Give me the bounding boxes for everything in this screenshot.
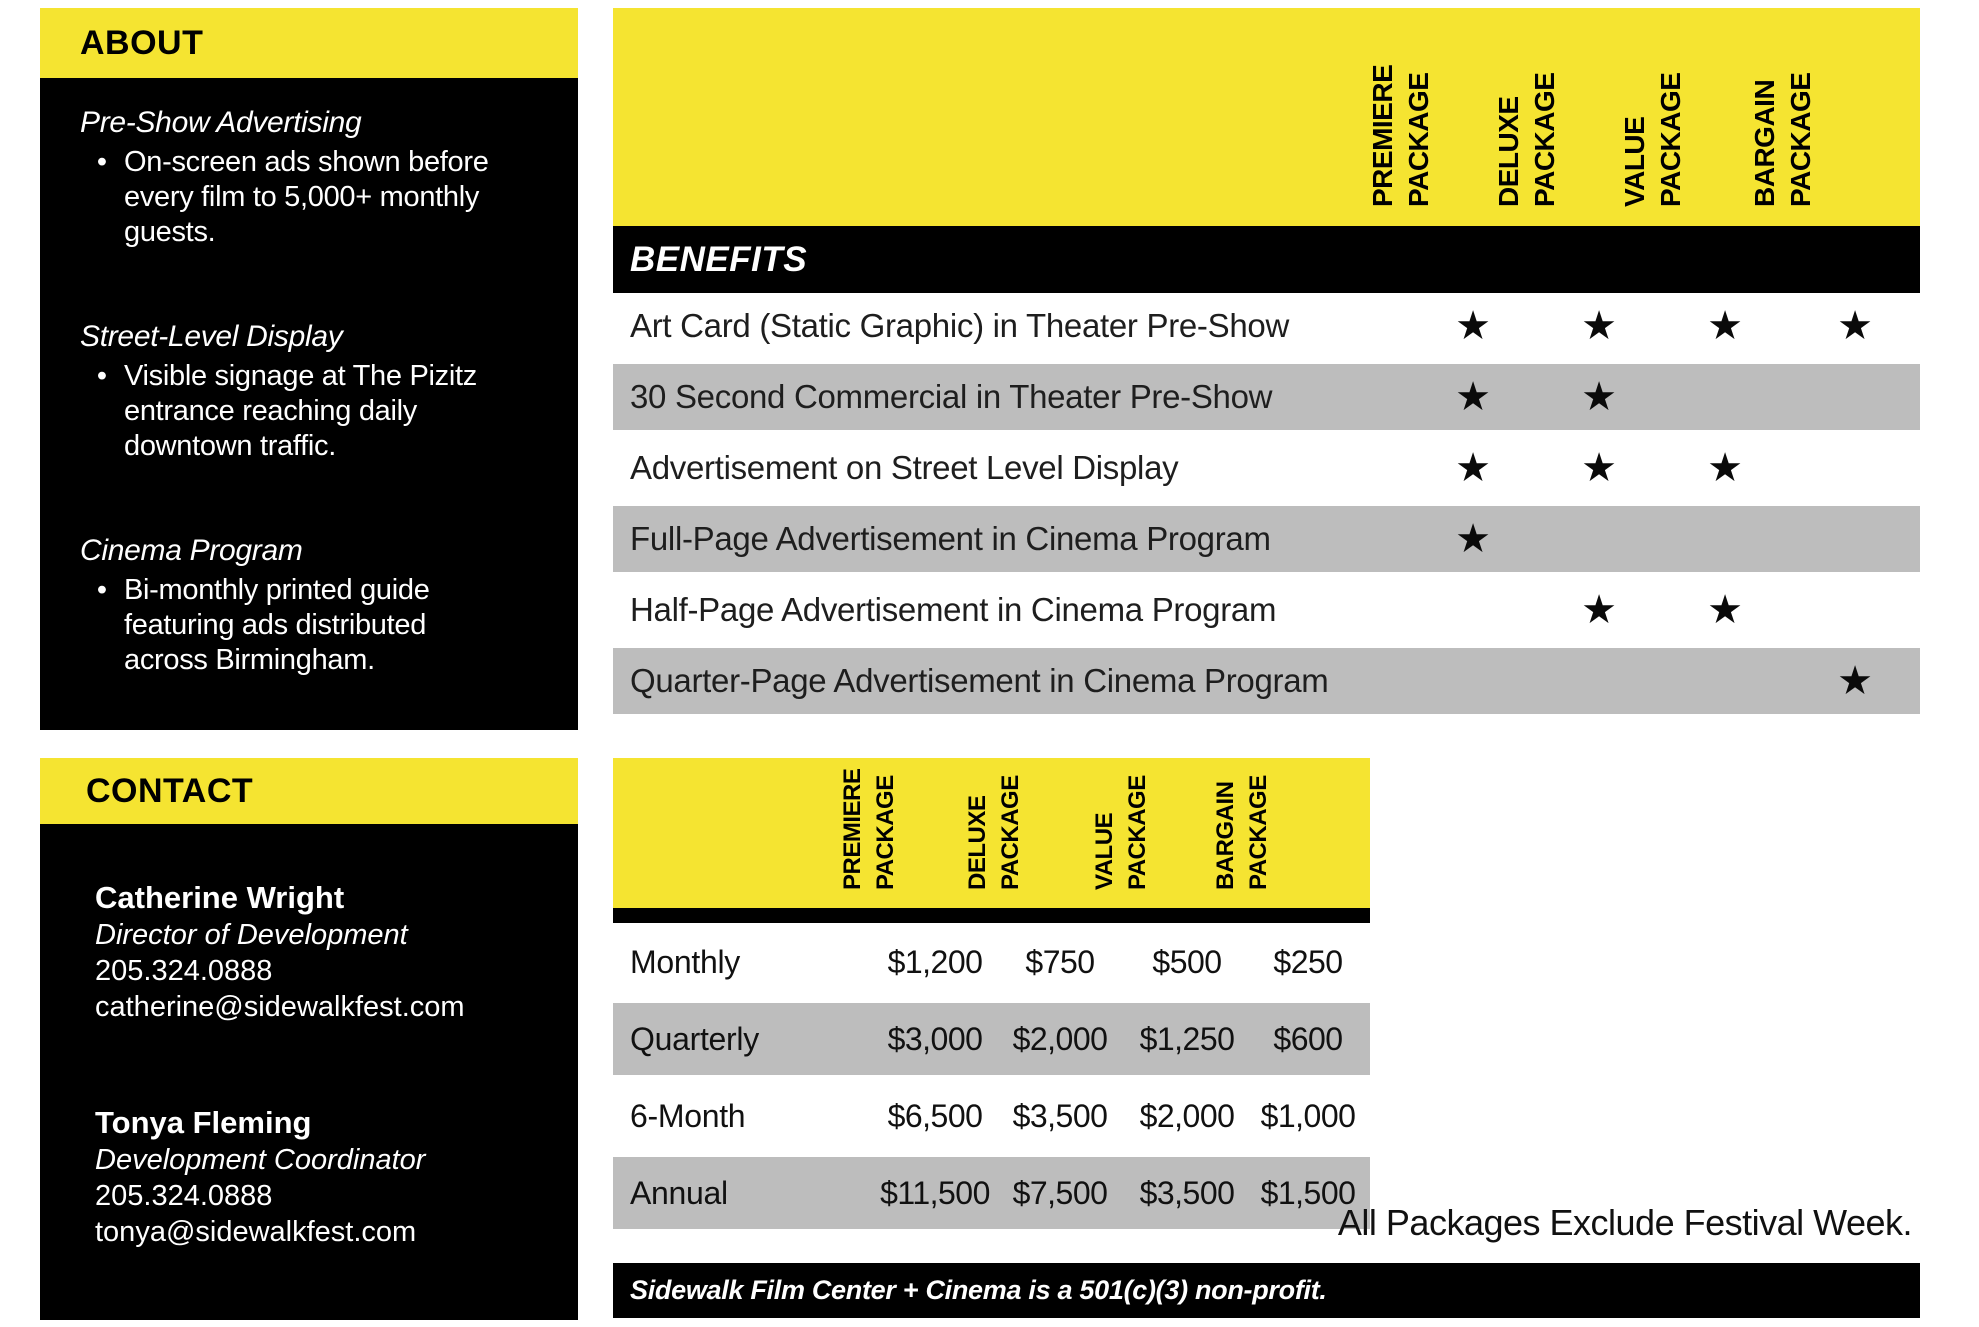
package-name-line: PACKAGE: [1785, 72, 1816, 207]
nonprofit-footer-bar: [613, 1263, 1920, 1318]
package-name-line: PACKAGE: [1124, 775, 1151, 890]
price-value: $1,500: [1260, 1174, 1356, 1211]
package-column-label-deluxe: [1491, 73, 1563, 207]
pricing-column-label-deluxe: [961, 775, 1027, 890]
star-icon: ★: [1707, 588, 1743, 632]
star-icon: [1413, 577, 1533, 643]
star-icon: ★: [1707, 446, 1743, 490]
star-icon: [1539, 648, 1659, 714]
bullet-text: Visible signage at The Pizitz entrance reaching daily downtown traffic.: [124, 360, 477, 462]
pricing-row-label: Annual: [630, 1174, 728, 1211]
star-icon: [1665, 506, 1785, 572]
price-value: $500: [1152, 943, 1222, 980]
package-name-line: PACKAGE: [997, 775, 1024, 890]
price-value: $600: [1273, 1020, 1343, 1057]
package-name-line: VALUE: [1619, 116, 1650, 207]
benefit-label: Full-Page Advertisement in Cinema Program: [630, 520, 1271, 557]
package-name-line: BARGAIN: [1212, 781, 1239, 890]
price-value: $2,000: [1012, 1020, 1108, 1057]
package-name-line: VALUE: [1091, 812, 1118, 890]
bullet-icon: •: [96, 146, 108, 178]
benefit-label: 30 Second Commercial in Theater Pre-Show: [630, 378, 1273, 415]
price-value: $3,500: [1012, 1097, 1108, 1134]
package-name-line: PREMIERE: [839, 768, 866, 890]
package-name-line: DELUXE: [1493, 96, 1524, 207]
pricing-row-label: 6-Month: [630, 1097, 746, 1134]
contact-person: [95, 878, 558, 1025]
pricing-row-label: Monthly: [630, 943, 740, 980]
price-value: $250: [1273, 943, 1343, 980]
package-name-line: PACKAGE: [1403, 72, 1434, 207]
bullet-item: [80, 359, 552, 464]
contact-phone: 205.324.0888: [95, 1180, 273, 1212]
bullet-item: [80, 573, 552, 678]
about-section-header: [40, 8, 578, 78]
contact-title: CONTACT: [86, 771, 254, 810]
package-name-line: BARGAIN: [1749, 79, 1780, 207]
benefit-label: Quarter-Page Advertisement in Cinema Program: [630, 662, 1329, 699]
about-section-program: [80, 532, 552, 678]
star-icon: [1665, 364, 1785, 430]
star-icon: [1539, 506, 1659, 572]
contact-email: tonya@sidewalkfest.com: [95, 1216, 417, 1248]
contact-role: Director of Development: [95, 919, 408, 951]
contact-name: Tonya Fleming: [95, 1105, 312, 1140]
nonprofit-note: Sidewalk Film Center + Cinema is a 501(c)(3) non-profit.: [630, 1275, 1327, 1305]
festival-exclusion-note: All Packages Exclude Festival Week.: [1337, 1202, 1912, 1243]
star-icon: ★: [1455, 517, 1491, 561]
contact-body: [40, 824, 578, 1320]
price-value: $6,500: [887, 1097, 983, 1134]
package-name-line: PACKAGE: [1655, 72, 1686, 207]
price-value: $750: [1025, 943, 1095, 980]
contact-phone: 205.324.0888: [95, 955, 273, 987]
contact-name: Catherine Wright: [95, 880, 345, 915]
benefits-table-header: [613, 8, 1920, 226]
benefit-row: [613, 364, 1920, 430]
bullet-text: Bi-monthly printed guide featuring ads distributed across Birmingham.: [124, 574, 430, 676]
pricing-row: [613, 1003, 1370, 1075]
pricing-divider-bar: [613, 908, 1370, 923]
benefit-row: [613, 577, 1920, 643]
package-column-label-premiere: [1365, 65, 1437, 207]
bullet-item: [80, 145, 552, 250]
pricing-column-label-premiere: [836, 769, 902, 890]
section-title: Pre-Show Advertising: [80, 106, 362, 139]
package-column-label-bargain: [1747, 73, 1819, 207]
star-icon: ★: [1455, 446, 1491, 490]
contact-email: catherine@sidewalkfest.com: [95, 991, 465, 1023]
pricing-row: [613, 1157, 1370, 1229]
about-section-street: [80, 318, 552, 464]
section-title: Cinema Program: [80, 534, 303, 567]
benefit-row: [613, 648, 1920, 714]
star-icon: ★: [1707, 304, 1743, 348]
star-icon: ★: [1581, 304, 1617, 348]
benefits-title-bar: [613, 226, 1920, 293]
pricing-column-label-value: [1088, 775, 1154, 890]
contact-section-header: [40, 758, 578, 824]
star-icon: [1795, 435, 1915, 501]
package-name-line: DELUXE: [964, 795, 991, 890]
section-title: Street-Level Display: [80, 320, 343, 353]
about-body: [40, 78, 578, 730]
star-icon: ★: [1581, 588, 1617, 632]
bullet-icon: •: [96, 574, 108, 606]
price-value: $2,000: [1139, 1097, 1235, 1134]
star-icon: ★: [1455, 375, 1491, 419]
package-name-line: PACKAGE: [1245, 775, 1272, 890]
star-icon: ★: [1837, 304, 1873, 348]
pricing-column-label-bargain: [1209, 775, 1275, 890]
pricing-row-label: Quarterly: [630, 1020, 759, 1057]
star-icon: ★: [1581, 375, 1617, 419]
package-name-line: PACKAGE: [1529, 72, 1560, 207]
price-value: $3,500: [1139, 1174, 1235, 1211]
benefits-title: BENEFITS: [630, 239, 808, 279]
package-column-label-value: [1617, 73, 1689, 207]
price-value: $7,500: [1012, 1174, 1108, 1211]
bullet-icon: •: [96, 360, 108, 392]
benefit-label: Half-Page Advertisement in Cinema Program: [630, 591, 1277, 628]
star-icon: [1665, 648, 1785, 714]
price-value: $11,500: [880, 1174, 990, 1211]
benefit-label: Advertisement on Street Level Display: [630, 449, 1179, 486]
bullet-text: On-screen ads shown before every film to 5,000+ monthly guests.: [124, 146, 489, 248]
star-icon: ★: [1581, 446, 1617, 490]
benefit-row: [613, 293, 1920, 359]
benefit-row: [613, 506, 1920, 572]
contact-role: Development Coordinator: [95, 1144, 426, 1176]
about-title: ABOUT: [80, 23, 204, 62]
pricing-row: [613, 926, 1370, 998]
package-name-line: PREMIERE: [1367, 64, 1398, 207]
contact-person: [95, 1103, 558, 1250]
star-icon: ★: [1837, 659, 1873, 703]
star-icon: [1413, 648, 1533, 714]
package-name-line: PACKAGE: [872, 775, 899, 890]
price-value: $1,250: [1139, 1020, 1235, 1057]
about-section-preshow: [80, 104, 552, 250]
price-value: $1,200: [887, 943, 983, 980]
pricing-row: [613, 1080, 1370, 1152]
star-icon: [1795, 364, 1915, 430]
star-icon: [1795, 577, 1915, 643]
star-icon: [1795, 506, 1915, 572]
benefit-row: [613, 435, 1920, 501]
price-value: $3,000: [887, 1020, 983, 1057]
star-icon: ★: [1455, 304, 1491, 348]
price-value: $1,000: [1260, 1097, 1356, 1134]
benefit-label: Art Card (Static Graphic) in Theater Pre-Show: [630, 307, 1289, 344]
